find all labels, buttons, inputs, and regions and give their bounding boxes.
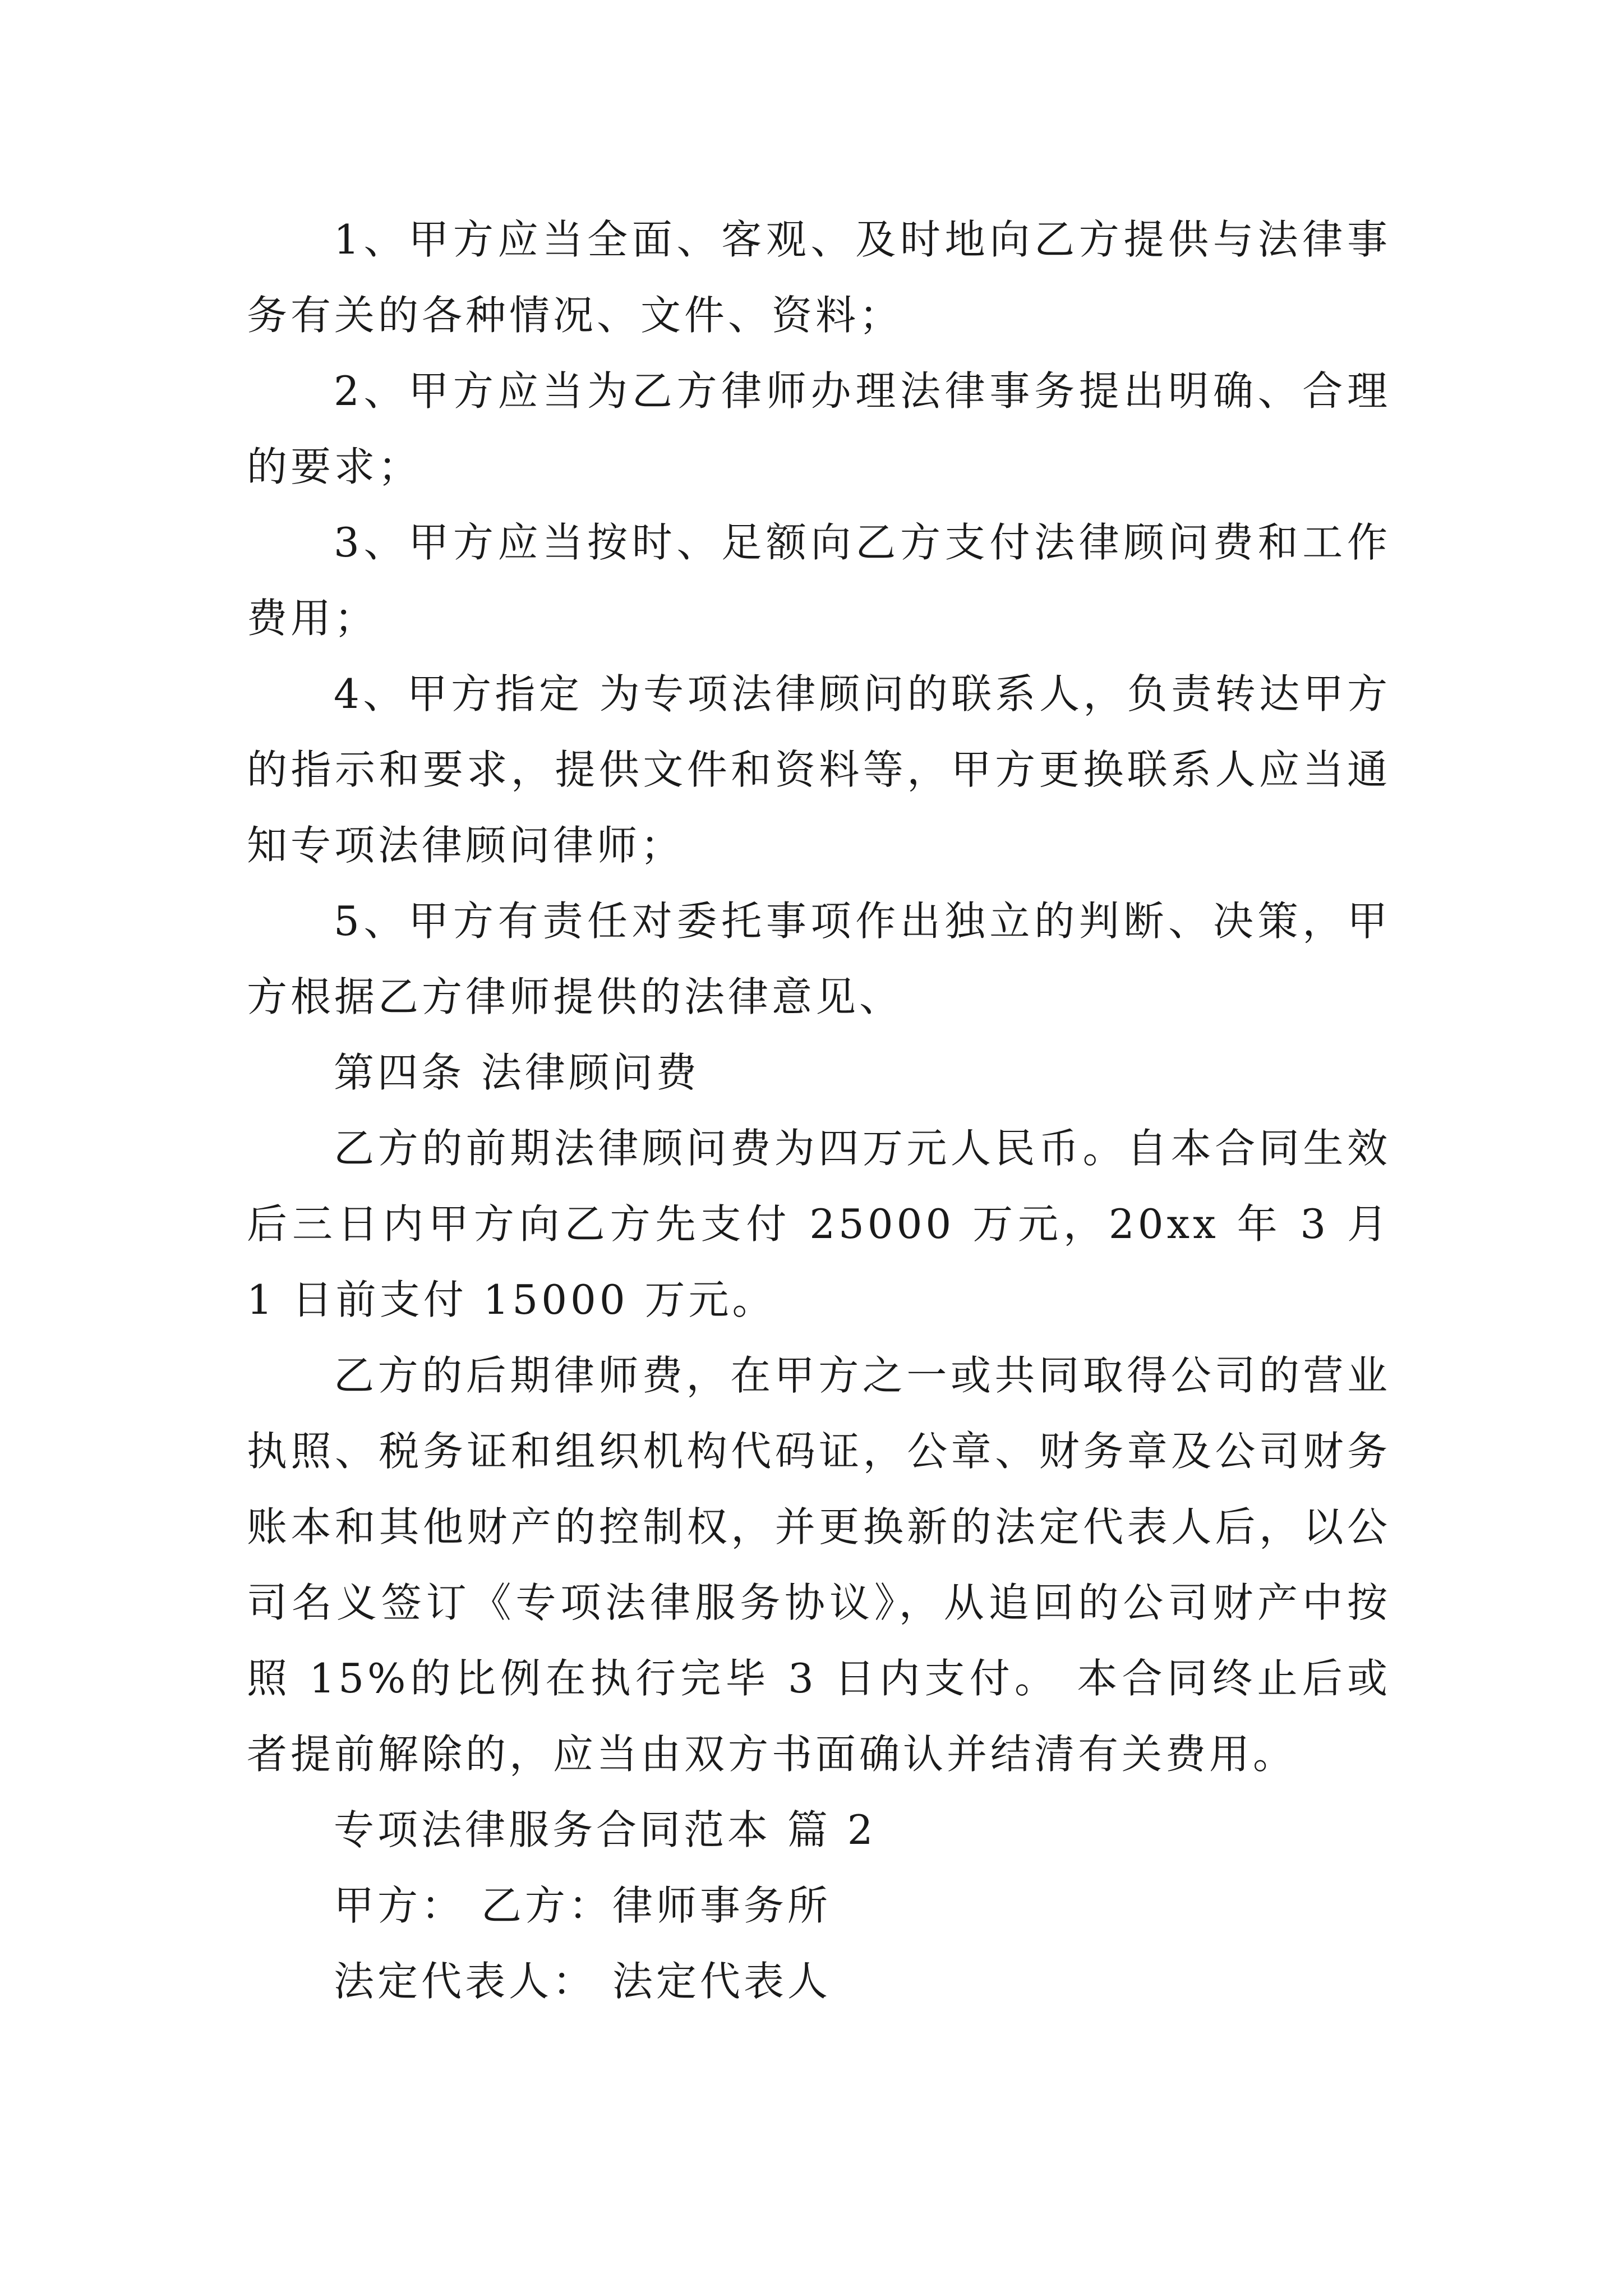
legal-representative-line: 法定代表人： 法定代表人: [334, 1958, 831, 2005]
clause-5-decisions: 5、甲方有责任对委托事项作出独立的判断、决策，甲方根据乙方律师提供的法律意见、: [247, 898, 1391, 1020]
clause-4-contact-person: 4、甲方指定 为专项法律顾问的联系人，负责转达甲方的指示和要求，提供文件和资料等，甲方更换联系人应当通知专项法律顾问律师；: [247, 670, 1391, 869]
document-body: [247, 202, 1391, 2019]
fee-late-stage: 乙方的后期律师费，在甲方之一或共同取得公司的营业执照、税务证和组织机构代码证，公章、财务章及公司财务账本和其他财产的控制权，并更换新的法定代表人后，以公司名义签订《专项法律服务协议》，从追回的公司财产中按照 15%的比例在执行完毕 3 日内支付。 本合同终止后或者提前解除的，应当由双方书面确认并结清有关费用。: [247, 1352, 1391, 1778]
parties-line: 甲方： 乙方：律师事务所: [334, 1882, 831, 1929]
clause-1-provide-materials: 1、甲方应当全面、客观、及时地向乙方提供与法律事务有关的各种情况、文件、资料；: [247, 216, 1391, 339]
section-title-part-2: 专项法律服务合同范本 篇 2: [334, 1806, 877, 1853]
fee-early-stage: 乙方的前期法律顾问费为四万元人民币。自本合同生效后三日内甲方向乙方先支付 25000 万元，20xx 年 3 月 1 日前支付 15000 万元。: [247, 1125, 1391, 1323]
clause-3-payment: 3、甲方应当按时、足额向乙方支付法律顾问费和工作费用；: [247, 519, 1391, 642]
article-4-heading: 第四条 法律顾问费: [334, 1049, 700, 1096]
clause-2-requirements: 2、甲方应当为乙方律师办理法律事务提出明确、合理的要求；: [247, 367, 1391, 490]
